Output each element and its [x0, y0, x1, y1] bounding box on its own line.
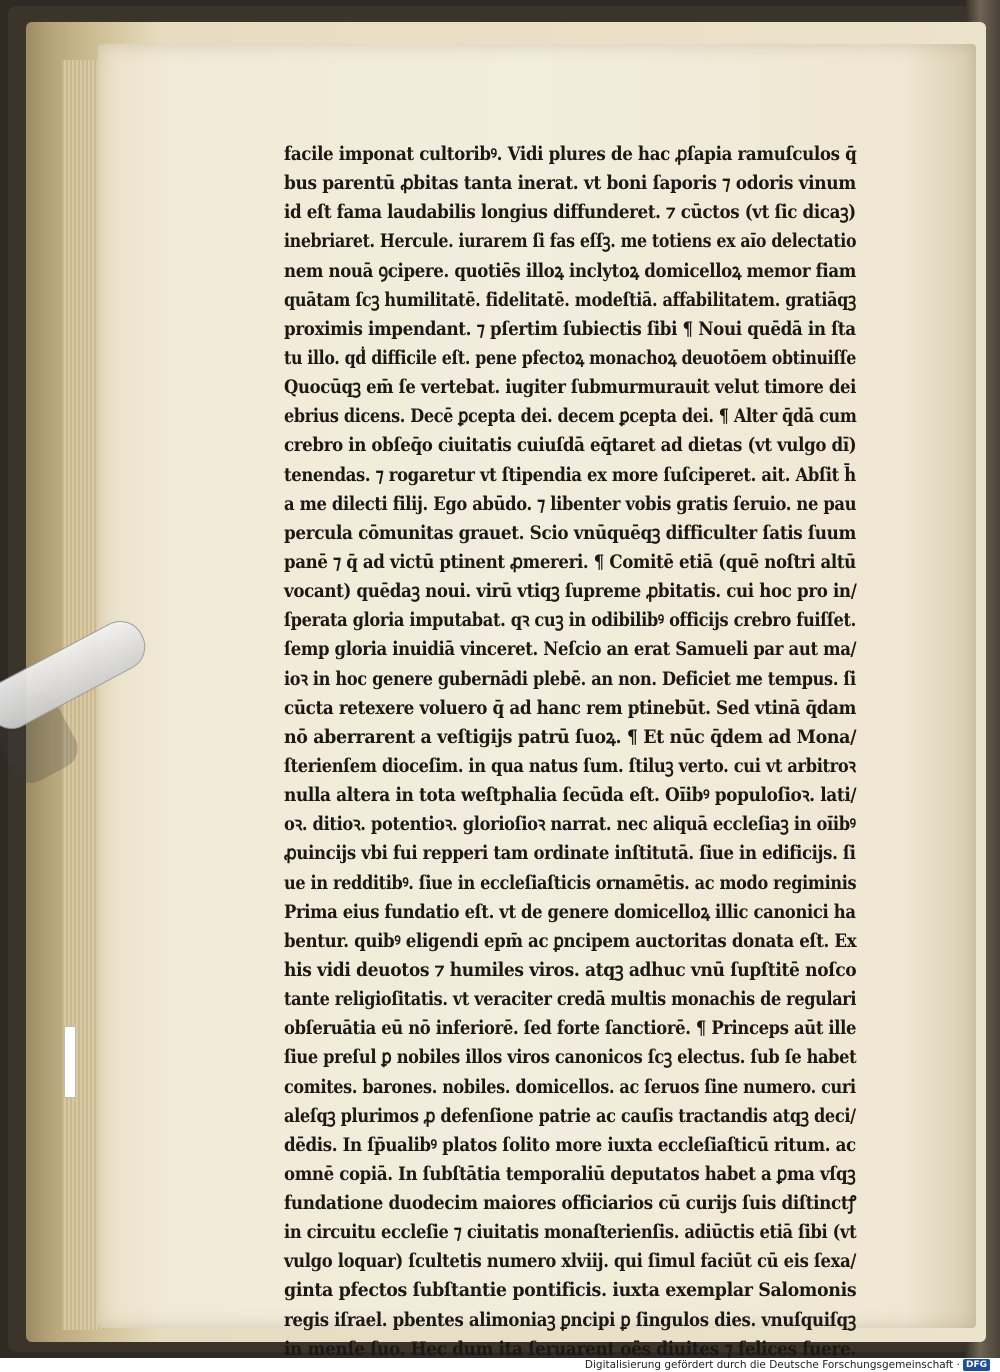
- text-line: tu illo. qḋ difficile eſt. pene pfectoꝝ monachoꝝ deuotōem obtinuiſſe: [284, 347, 856, 369]
- text-line: ſemp gloria inuidiā vinceret. Neſcio an erat Samueli par aut ma/: [284, 639, 857, 661]
- text-line: nō aberrarent a veſtigijs patrū ſuoꝝ. ¶ Et nūc q̄dem ad Mona/: [284, 726, 857, 748]
- text-line: inebriaret. Hercule. iurarem ſi fas eſſꝫ. me totiens ex aı̄o delectatio: [284, 231, 857, 253]
- text-line: regis iſrael. pbentes alimoniaꝫ ꝑncipi ꝑ ſingulos dies. vnuſquiſqꝫ: [284, 1309, 856, 1331]
- text-line: cūcta retexere voluero q̄ ad hanc rem ptinebūt. Sed vtinā q̄dam: [284, 697, 857, 719]
- text-line: omnē copiā. In ſubſtātia temporaliū deputatos habet a ꝑma vſqꝫ: [284, 1163, 856, 1185]
- bookmark-tab: [64, 1026, 76, 1098]
- dfg-logo-icon: DFG: [963, 1359, 990, 1371]
- text-line: ginta pfectos ſubſtantie pontificis. iuxta exemplar Salomonis: [284, 1280, 857, 1302]
- text-line: facile imponat cultoribꝰ. Vidi plures de hac ꝓſapia ramuſculos q̄: [284, 144, 857, 165]
- text-line: id eſt fama laudabilis longius diffunderet. ⁊ cūctos (vt ſic dicaꝫ): [284, 202, 856, 224]
- text-line: tenendas. ⁊ rogaretur vt ſtipendia ex more ſuſciperet. ait. Abſit h̄: [284, 464, 856, 486]
- text-line: Quocūqꝫ em̄ ſe vertebat. iugiter ſubmurmurauit velut timore dei: [284, 377, 857, 399]
- text-line: comites. barones. nobiles. domicellos. ac ſeruos ſine numero. curi: [284, 1076, 856, 1098]
- text-line: ſperata gloria imputabat. qꝛ cuꝫ in odibilibꝰ officijs crebro fuiſſet.: [284, 610, 856, 632]
- text-line: percula cōmunitas grauet. Scio vnūquēqꝫ difficulter ſatis ſuum: [284, 522, 856, 544]
- text-line: ioꝛ in hoc genere gubernādi plebē. an non. Deficiet me tempus. ſi: [284, 668, 856, 690]
- text-line: crebro in obſeq̄o ciuitatis cuiuſdā eq̄taret ad dietas (vt vulgo dı̄): [284, 435, 857, 457]
- text-line: ſiue preſul ꝑ nobiles illos viros canonicos ſcꝫ electus. ſub ſe habet: [284, 1047, 857, 1069]
- text-line: obſeruātia eū nō inferiorē. ſed forte ſanctiorē. ¶ Princeps aūt ille: [284, 1018, 857, 1040]
- text-line: nem nouā ꝯcipere. quotiēs illoꝝ inclytoꝝ domicelloꝝ memor fiam: [284, 260, 856, 282]
- text-line: proximis impendant. ⁊ pſertim ſubiectis ſibi ¶ Noui quēdā in ſta: [284, 318, 856, 340]
- text-line: nulla altera in tota weſtphalia ſecūda eſt. Oı̄ibꝰ populoſioꝛ. lati/: [284, 785, 857, 807]
- text-line: panē ⁊ q̄ ad victū ptinent ꝓmereri. ¶ Comitē etiā (quē noſtri altū: [284, 551, 856, 573]
- text-line: ebrius dicens. Decē ꝑcepta dei. decem ꝑcepta dei. ¶ Alter q̄dā cum: [284, 406, 857, 428]
- text-line: aleſqꝫ plurimos ꝓ defenſione patrie ac cauſis tractandis atqꝫ deci/: [284, 1105, 856, 1127]
- text-line: in circuitu eccleſie ⁊ ciuitatis monaſterienſis. adiūctis etiā ſibi (vt: [284, 1222, 857, 1244]
- text-line: ue in redditibꝰ. ſiue in eccleſiaſticis ornamētis. ac modo regiminis: [284, 872, 857, 894]
- text-line: a me dilecti filij. Ego abūdo. ⁊ libenter vobis gratis ſeruio. ne pau: [284, 493, 857, 515]
- text-line: in menſe ſuo. Hec dum ita ſeruarent oēs diuites ⁊ felices fuere.: [284, 1338, 856, 1358]
- credit-text: Digitalisierung gefördert durch die Deutsche Forschungsgemeinschaft ·: [584, 1359, 960, 1371]
- text-column: [284, 140, 856, 1358]
- text-line: bentur. quibꝰ eligendi epm̄ ac ꝑncipem auctoritas donata eſt. Ex: [284, 930, 857, 952]
- digitization-credit: [585, 1358, 990, 1372]
- text-line: vulgo loquar) ſcultetis numero xlviij. qui ſimul faciūt cū eis ſexa/: [284, 1251, 857, 1273]
- text-line: bus parentū ꝓbitas tanta inerat. vt boni ſaporis ⁊ odoris vinum: [284, 173, 856, 195]
- text-line: quātam ſcꝫ humilitatē. fidelitatē. modeſtiā. affabilitatem. gratiāqꝫ: [284, 289, 856, 311]
- text-line: Prima eius fundatio eſt. vt de genere domicelloꝝ illic canonici ha: [284, 901, 856, 923]
- text-line: fundatione duodecim maiores officiarios cū curijs ſuis diſtinctꝭ: [284, 1193, 856, 1215]
- text-line: his vidi deuotos ⁊ humiles viros. atqꝫ adhuc vnū ſupſtitē noſco: [284, 959, 857, 981]
- text-line: oꝛ. ditioꝛ. potentioꝛ. glorioſioꝛ narrat. nec aliquā eccleſiaꝫ in oı̄ibꝰ: [284, 814, 856, 836]
- text-line: ſterienſem dioceſim. in qua natus ſum. ſtiluꝫ verto. cui vt arbitroꝛ: [284, 755, 856, 777]
- text-line: ꝓuincijs vbi fui repperi tam ordinate inſtitutā. ſiue in edificijs. ſi: [284, 843, 856, 865]
- text-line: tante religioſitatis. vt veraciter credā multis monachis de regulari: [284, 989, 857, 1011]
- text-line: vocant) quēdaꝫ noui. virū vtiqꝫ ſupreme ꝓbitatis. cui hoc pro in/: [284, 581, 857, 603]
- text-line: dēdis. In ſp̄ualibꝰ platos ſolito more iuxta eccleſiaſticū ritum. ac: [284, 1134, 856, 1156]
